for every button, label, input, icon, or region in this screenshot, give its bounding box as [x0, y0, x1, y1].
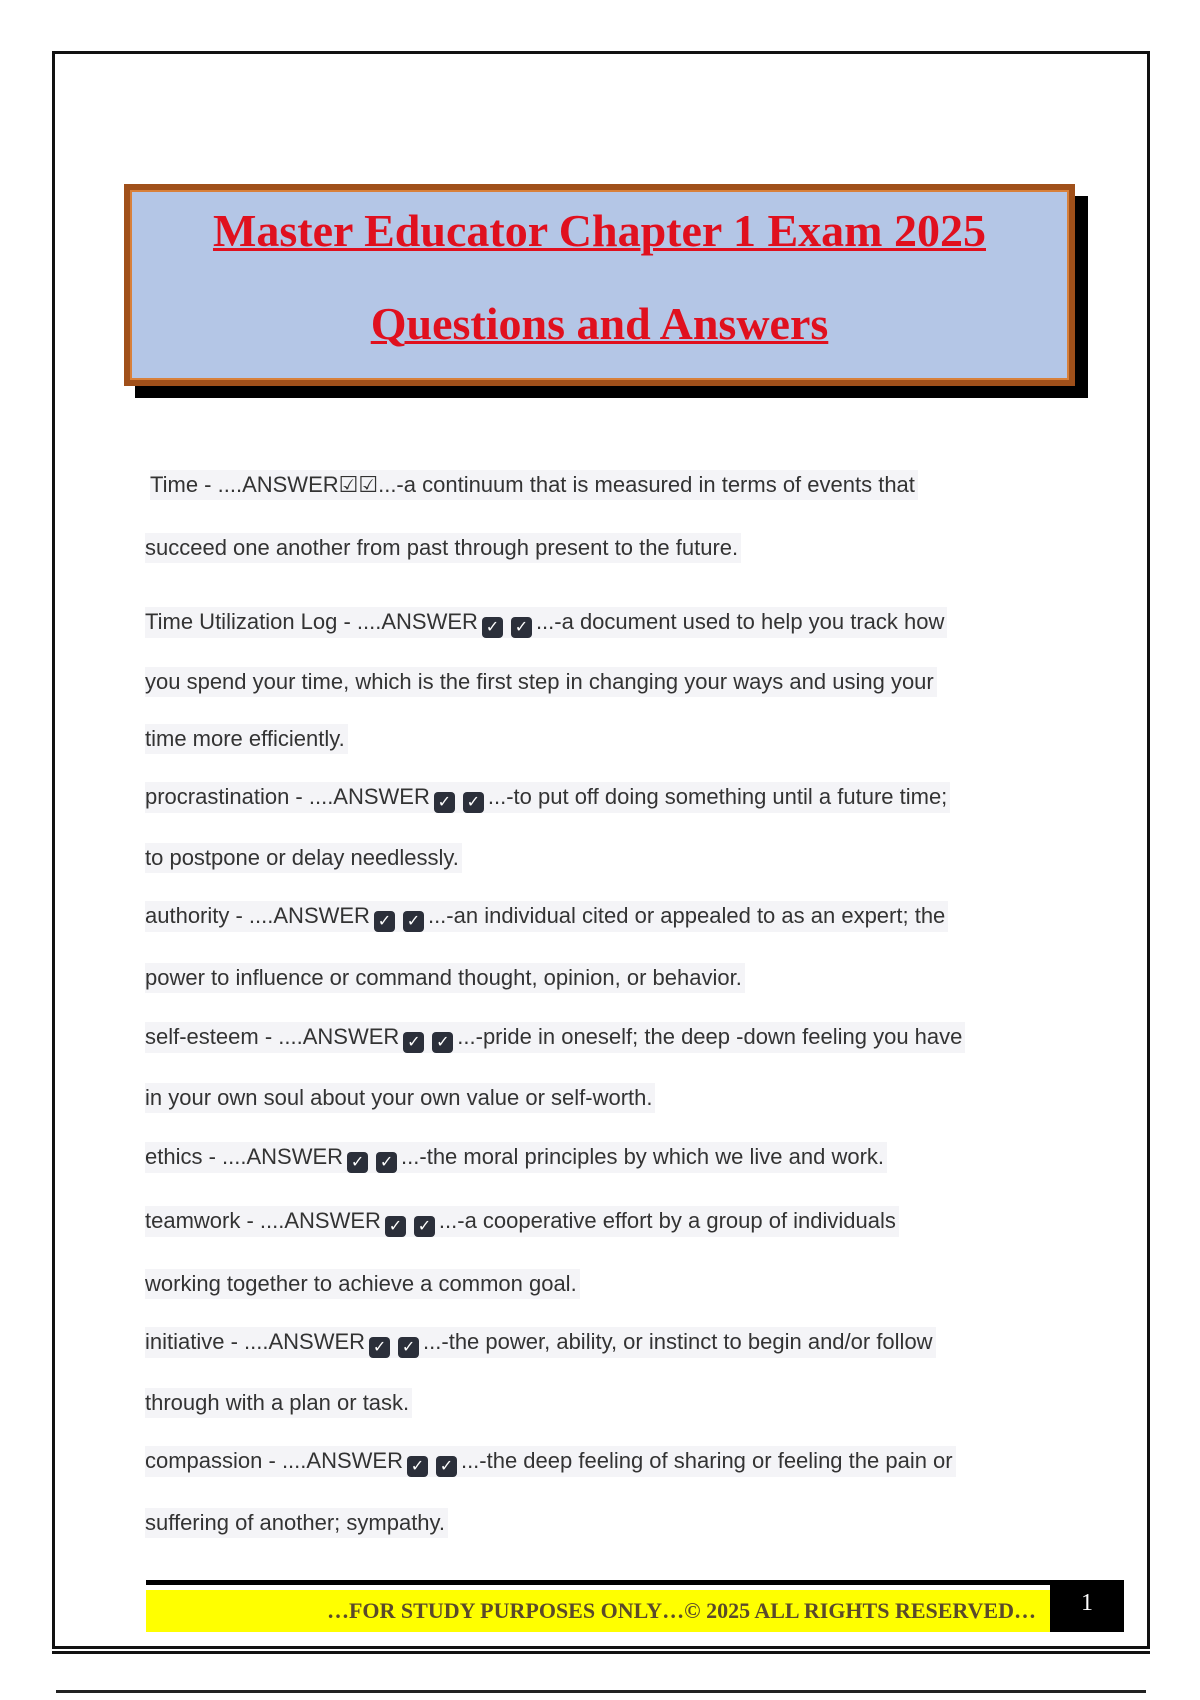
answer-continuation: power to influence or command thought, opinion, or behavior. [145, 963, 745, 993]
footer-rule [146, 1580, 1124, 1585]
footer-text: …FOR STUDY PURPOSES ONLY…© 2025 ALL RIGHTS RESERVED… [326, 1598, 1036, 1623]
page-number: 1 [1050, 1580, 1124, 1632]
title-line-2: Questions and Answers [370, 298, 829, 349]
qa-entry-procrastination [145, 782, 950, 813]
term-label: Time - ....ANSWER [150, 472, 339, 497]
checkmark-icon: ✓ [369, 1337, 390, 1358]
qa-entry-time-utilization-log [145, 607, 947, 638]
checkmark-icon: ✓ [482, 617, 503, 638]
next-page-rule [56, 1690, 1146, 1693]
answer-text: ...-to put off doing something until a future time; [487, 784, 948, 809]
checkmark-icon: ✓ [385, 1216, 406, 1237]
qa-entry-teamwork [145, 1206, 899, 1237]
term-label: initiative - ....ANSWER [145, 1329, 366, 1354]
answer-continuation: time more efficiently. [145, 724, 348, 754]
footer-banner [146, 1590, 1050, 1632]
term-label: ethics - ....ANSWER [145, 1144, 344, 1169]
checkmark-icon: ✓ [434, 792, 455, 813]
checkmark-icon: ✓ [432, 1032, 453, 1053]
answer-continuation: suffering of another; sympathy. [145, 1508, 448, 1538]
checkmark-icon: ✓ [414, 1216, 435, 1237]
qa-entry-compassion [145, 1446, 956, 1477]
checkmark-icon: ✓ [374, 911, 395, 932]
checkmark-icon: ✓ [463, 792, 484, 813]
checkmark-icon: ✓ [403, 911, 424, 932]
checkmark-icon: ✓ [403, 1032, 424, 1053]
title-box [124, 184, 1075, 386]
answer-continuation: through with a plan or task. [145, 1388, 412, 1418]
answer-text: ...-pride in oneself; the deep -down feeling you have [457, 1024, 963, 1049]
title-line-1: Master Educator Chapter 1 Exam 2025 [212, 205, 986, 256]
term-label: Time Utilization Log - ....ANSWER [145, 609, 478, 634]
qa-entry-time [150, 470, 918, 500]
answer-text: ...-a document used to help you track how [535, 609, 945, 634]
checkmark-icon: ✓ [376, 1152, 397, 1173]
answer-text: ...-an individual cited or appealed to as an expert; the [427, 903, 946, 928]
answer-continuation: succeed one another from past through present to the future. [145, 533, 741, 563]
answer-text: ...-a continuum that is measured in terms of events that [378, 472, 915, 497]
answer-continuation: in your own soul about your own value or self-worth. [145, 1083, 655, 1113]
checkmark-icon: ✓ [398, 1337, 419, 1358]
answer-continuation: working together to achieve a common goal. [145, 1269, 580, 1299]
qa-entry-authority [145, 901, 948, 932]
answer-continuation: you spend your time, which is the first step in changing your ways and using your [145, 667, 937, 697]
term-label: self-esteem - ....ANSWER [145, 1024, 400, 1049]
answer-text: ...-a cooperative effort by a group of individuals [438, 1208, 896, 1233]
qa-entry-self-esteem [145, 1022, 965, 1053]
checkmark-icon: ✓ [347, 1152, 368, 1173]
checkbox-icons: ☑☑ [338, 472, 379, 497]
qa-entry-initiative [145, 1327, 936, 1358]
answer-text: ...-the deep feeling of sharing or feeling the pain or [460, 1448, 953, 1473]
term-label: procrastination - ....ANSWER [145, 784, 430, 809]
answer-continuation: to postpone or delay needlessly. [145, 843, 462, 873]
answer-text: ...-the power, ability, or instinct to begin and/or follow [423, 1329, 933, 1354]
term-label: compassion - ....ANSWER [145, 1448, 403, 1473]
qa-entry-ethics [145, 1142, 887, 1173]
checkmark-icon: ✓ [436, 1456, 457, 1477]
term-label: authority - ....ANSWER [145, 903, 370, 928]
term-label: teamwork - ....ANSWER [145, 1208, 381, 1233]
checkmark-icon: ✓ [511, 617, 532, 638]
checkmark-icon: ✓ [407, 1456, 428, 1477]
answer-text: ...-the moral principles by which we live and work. [401, 1144, 885, 1169]
